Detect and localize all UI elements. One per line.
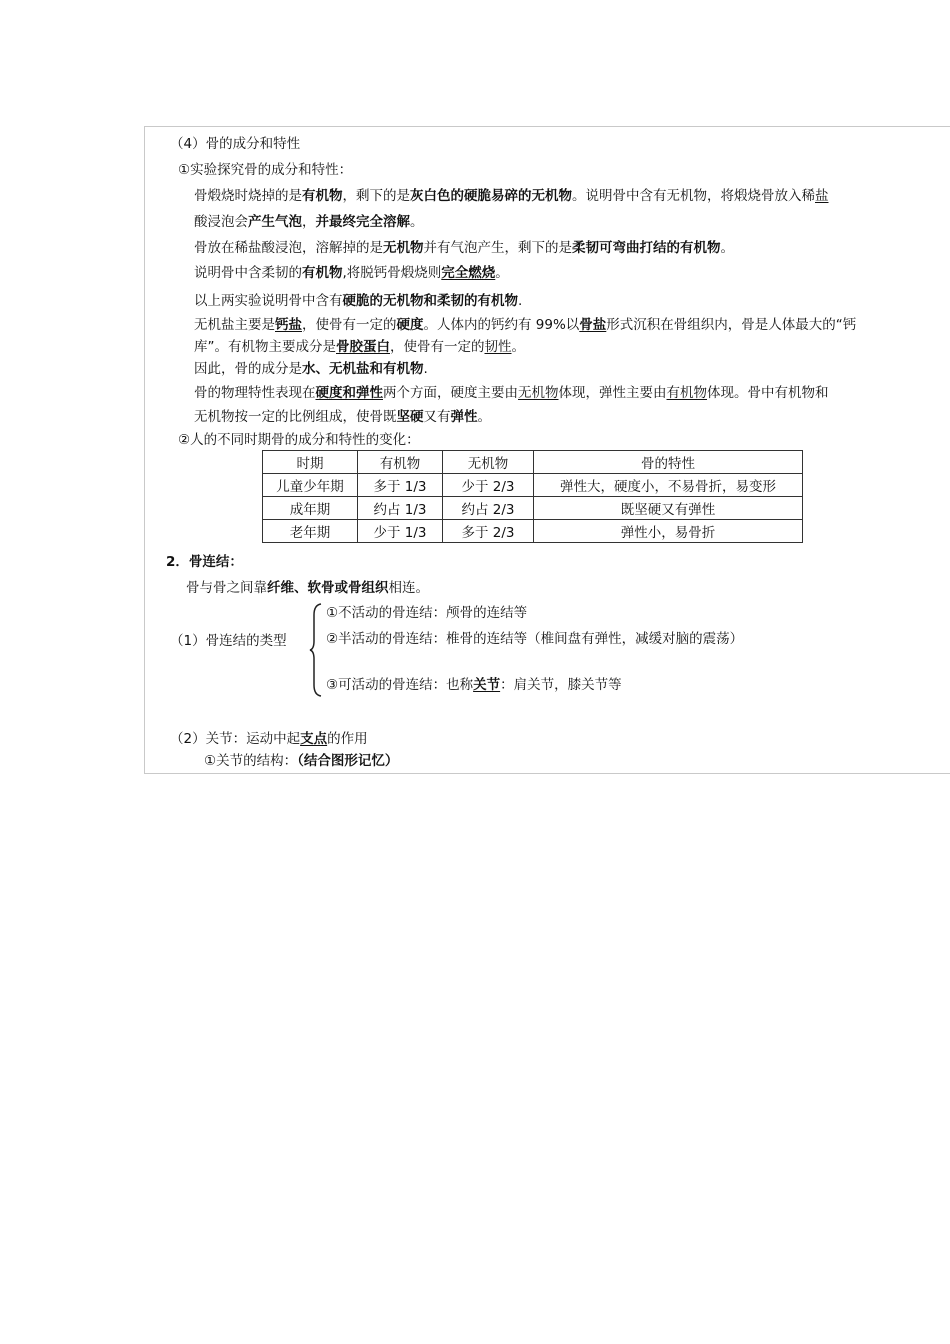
paragraph-3: 骨放在稀盐酸浸泡，溶解掉的是无机物并有气泡产生，剩下的是柔韧可弯曲打结的有机物。 [194,240,734,256]
table-cell: 既坚硬又有弹性 [534,497,803,520]
section-2-heading: 2．骨连结： [166,554,243,570]
joint-type-1: ①不活动的骨连结：颅骨的连结等 [326,605,528,621]
paragraph-10: 无机物按一定的比例组成，使骨既坚硬又有弹性。 [194,409,491,425]
paragraph-9: 骨的物理特性表现在硬度和弹性两个方面，硬度主要由无机物体现，弹性主要由有机物体现。骨中有机物和 [194,385,829,401]
age-change-title: ②人的不同时期骨的成分和特性的变化： [178,432,420,448]
table-cell: 成年期 [263,497,358,520]
paragraph-7: 库”。有机物主要成分是骨胶蛋白，使骨有一定的韧性。 [194,339,525,355]
table-cell: 儿童少年期 [263,474,358,497]
header-cell: 无机物 [443,451,534,474]
table-cell: 老年期 [263,520,358,543]
header-cell: 有机物 [358,451,443,474]
bone-age-table [262,450,803,543]
paragraph-2: 酸浸泡会产生气泡，并最终完全溶解。 [194,214,424,230]
joint-structure: ①关节的结构：（结合图形记忆） [204,753,399,769]
table-row [263,520,803,543]
table-cell: 少于 1/3 [358,520,443,543]
joint-types-label: （1）骨连结的类型 [170,633,287,649]
table-row [263,497,803,520]
paragraph-1: 骨煅烧时烧掉的是有机物，剩下的是灰白色的硬脆易碎的无机物。说明骨中含有无机物，将煅烧骨放入稀盐 [194,188,829,204]
header-cell: 时期 [263,451,358,474]
joint-type-2: ②半活动的骨连结：椎骨的连结等（椎间盘有弹性，减缓对脑的震荡） [326,631,744,647]
table-cell: 弹性大，硬度小，不易骨折，易变形 [534,474,803,497]
paragraph-5: 以上两实验说明骨中含有硬脆的无机物和柔韧的有机物. [194,293,523,309]
joint-intro: 骨与骨之间靠纤维、软骨或骨组织相连。 [186,580,429,596]
table-header-row [263,451,803,474]
table-cell: 多于 2/3 [443,520,534,543]
table-cell: 弹性小，易骨折 [534,520,803,543]
paragraph-8: 因此，骨的成分是水、无机盐和有机物. [194,361,428,377]
header-cell: 骨的特性 [534,451,803,474]
table-cell: 约占 1/3 [358,497,443,520]
table-row [263,474,803,497]
experiment-title: ①实验探究骨的成分和特性： [178,162,353,178]
table-cell: 多于 1/3 [358,474,443,497]
paragraph-4: 说明骨中含柔韧的有机物,将脱钙骨煅烧则完全燃烧。 [194,265,509,281]
table-cell: 少于 2/3 [443,474,534,497]
curly-brace-icon [309,603,323,697]
joint-type-3: ③可活动的骨连结：也称关节：肩关节，膝关节等 [326,677,622,693]
table-cell: 约占 2/3 [443,497,534,520]
section-heading: （4）骨的成分和特性 [170,136,301,152]
joint-heading: （2）关节：运动中起支点的作用 [170,731,368,747]
paragraph-6: 无机盐主要是钙盐，使骨有一定的硬度。人体内的钙约有 99%以骨盐形式沉积在骨组织内，骨是人体最大的“钙 [194,317,857,333]
